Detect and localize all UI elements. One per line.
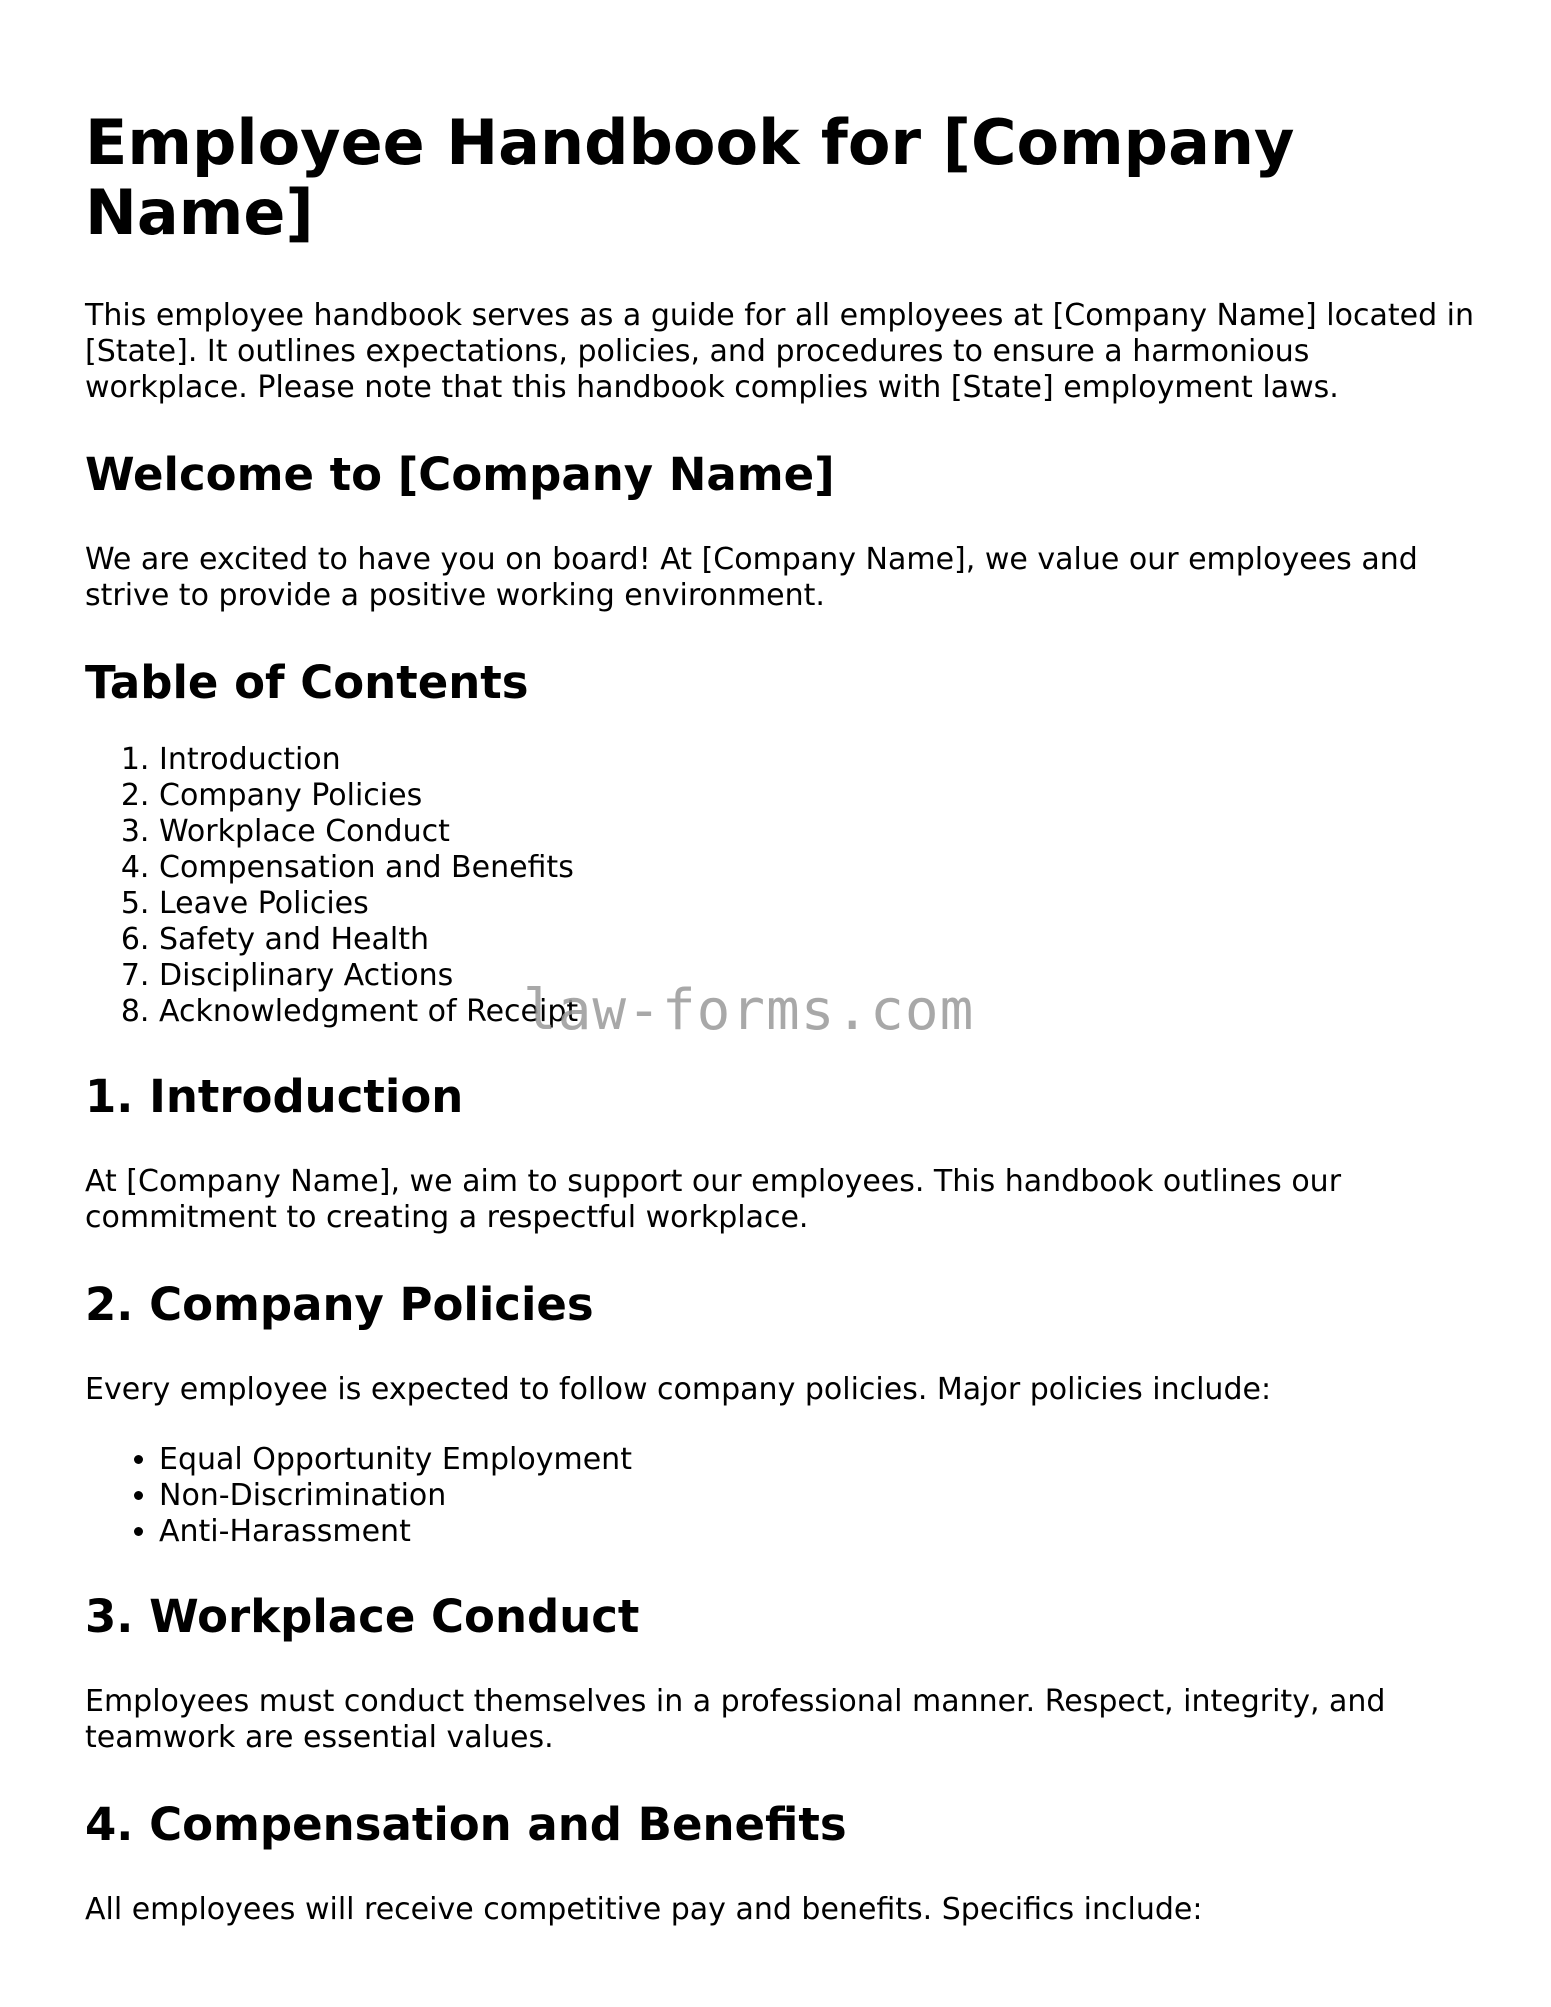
policies-list (85, 1442, 1475, 1550)
toc-heading: Table of Contents (85, 656, 529, 709)
toc-item: 8. Acknowledgment of Receipt (159, 994, 1475, 1030)
introduction-paragraph: At [Company Name], we aim to support our employees. This handbook outlines our commitment to creating a respectful workplace. (85, 1164, 1342, 1235)
toc-item: 1. Introduction (159, 742, 1475, 778)
toc-item: 6. Safety and Health (159, 922, 1475, 958)
toc-item: 5. Leave Policies (159, 886, 1475, 922)
conduct-paragraph: Employees must conduct themselves in a professional manner. Respect, integrity, and teamwork are essential values. (85, 1684, 1386, 1755)
toc-item: 2. Company Policies (159, 778, 1475, 814)
policies-paragraph: Every employee is expected to follow company policies. Major policies include: (85, 1372, 1272, 1407)
policy-item: • Anti-Harassment (159, 1514, 1475, 1550)
introduction-heading: 1. Introduction (85, 1070, 464, 1123)
policies-heading: 2. Company Policies (85, 1278, 594, 1331)
intro-paragraph: This employee handbook serves as a guide for all employees at [Company Name] located in [State]. It outlines expectations, policies, and procedures to ensure a harmonious workplace. Please note that this handbook complies with [State] employment laws. (85, 298, 1474, 405)
toc-item: 7. Disciplinary Actions (159, 958, 1475, 994)
compensation-paragraph: All employees will receive competitive pay and benefits. Specifics include: (85, 1892, 1203, 1927)
welcome-heading: Welcome to [Company Name] (85, 448, 835, 501)
toc-item: 3. Workplace Conduct (159, 814, 1475, 850)
policy-item: • Non-Discrimination (159, 1478, 1475, 1514)
compensation-heading: 4. Compensation and Benefits (85, 1798, 847, 1851)
conduct-heading: 3. Workplace Conduct (85, 1590, 640, 1643)
policy-item: • Equal Opportunity Employment (159, 1442, 1475, 1478)
document-title: Employee Handbook for [Company Name] (85, 106, 1295, 249)
watermark: law-forms.com (523, 978, 975, 1043)
welcome-paragraph: We are excited to have you on board! At [Company Name], we value our employees and strive to provide a positive working environment. (85, 542, 1418, 613)
toc-item: 4. Compensation and Benefits (159, 850, 1475, 886)
